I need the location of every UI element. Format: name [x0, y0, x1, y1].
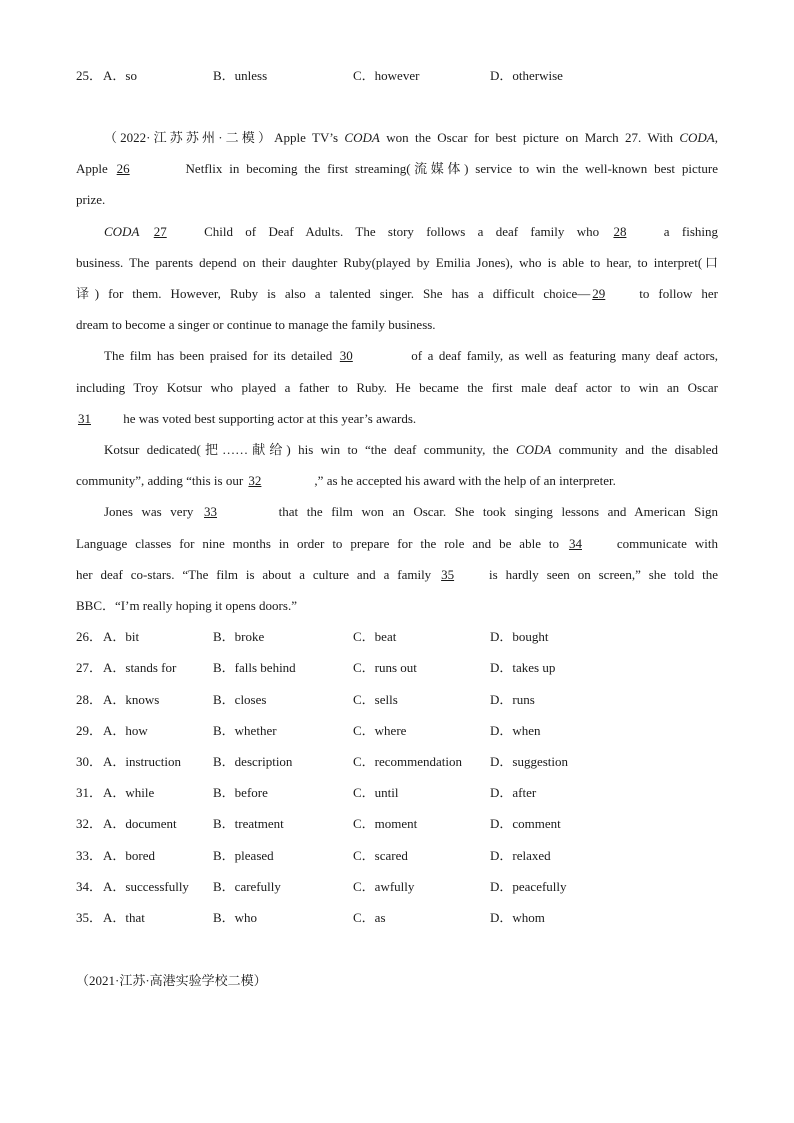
option-c[interactable]: C．runs out [353, 660, 417, 675]
option-c[interactable]: C．beat [353, 629, 397, 644]
question-number: 34． [76, 879, 103, 894]
option-a[interactable]: A．bored [103, 848, 155, 863]
blank-27[interactable]: 27 [153, 224, 167, 239]
option-a[interactable]: A．that [103, 910, 145, 925]
passage-line-11: Kotsur dedicated(把……献给) his win to “the deaf community, the CODA community and the disabled [104, 442, 718, 457]
question-number: 30． [76, 754, 103, 769]
option-a[interactable]: A．knows [103, 692, 160, 707]
passage-line-8: The film has been praised for its detailed 30 of a deaf family, as well as featuring many deaf actors, [104, 346, 718, 366]
passage-line-12: community”, adding “this is our 32 ,” as he accepted his award with the help of an interpreter. [76, 471, 718, 491]
option-d[interactable]: D．whom [490, 910, 545, 925]
option-d[interactable]: D．bought [490, 629, 549, 644]
question-31 [76, 784, 726, 802]
question-32 [76, 815, 726, 833]
question-number: 31． [76, 785, 103, 800]
option-d[interactable]: D．peacefully [490, 879, 567, 894]
question-number: 29． [76, 723, 103, 738]
blank-34[interactable]: 34 [568, 536, 582, 551]
option-b[interactable]: B．whether [213, 723, 277, 738]
blank-31[interactable]: 31 [78, 411, 91, 426]
option-c[interactable]: C．where [353, 723, 407, 738]
passage-line-14: Language classes for nine months in order to prepare for the role and be able to 34 communicate with [76, 534, 718, 554]
source-label-2: （2021·江苏·高港实验学校二模） [76, 973, 267, 988]
passage-line-7: dream to become a singer or continue to manage the family business. [76, 317, 436, 332]
question-number: 25． [76, 68, 103, 83]
option-b[interactable]: B．closes [213, 692, 267, 707]
option-d[interactable]: D．when [490, 723, 541, 738]
option-d[interactable]: D．comment [490, 816, 561, 831]
question-26 [76, 628, 726, 646]
option-a[interactable]: A．stands for [103, 660, 177, 675]
passage-line-5: business. The parents depend on their daughter Ruby(played by Emilia Jones), who is able to hear, to interpret(口 [76, 255, 718, 270]
option-a[interactable]: A．so [103, 68, 137, 83]
option-b[interactable]: B．treatment [213, 816, 284, 831]
question-number: 26． [76, 629, 103, 644]
question-27 [76, 659, 726, 677]
option-a[interactable]: A．while [103, 785, 155, 800]
question-number: 32． [76, 816, 103, 831]
option-c[interactable]: C．awfully [353, 879, 415, 894]
option-b[interactable]: B．who [213, 910, 258, 925]
option-c[interactable]: C．until [353, 785, 399, 800]
blank-30[interactable]: 30 [339, 348, 353, 363]
option-c[interactable]: C．moment [353, 816, 418, 831]
question-25 [76, 67, 726, 85]
blank-26[interactable]: 26 [116, 161, 130, 176]
option-a[interactable]: A．instruction [103, 754, 181, 769]
source-label: （2022·江苏苏州·二模） [104, 130, 275, 145]
passage-line-9: including Troy Kotsur who played a father to Ruby. He became the first male deaf actor to win an Oscar [76, 380, 718, 395]
passage-line-10: 31 he was voted best supporting actor at this year’s awards. [76, 409, 718, 429]
question-number: 27． [76, 660, 103, 675]
option-a[interactable]: A．how [103, 723, 148, 738]
option-b[interactable]: B．unless [213, 68, 268, 83]
option-a[interactable]: A．bit [103, 629, 140, 644]
passage-line-16: BBC．“I’m really hoping it opens doors.” [76, 598, 297, 613]
passage-line-15: her deaf co-stars. “The film is about a culture and a family 35 is hardly seen on screen,” she told the [76, 565, 718, 585]
option-a[interactable]: A．successfully [103, 879, 189, 894]
option-d[interactable]: D．runs [490, 692, 535, 707]
option-b[interactable]: B．falls behind [213, 660, 296, 675]
option-d[interactable]: D．otherwise [490, 68, 563, 83]
question-number: 28． [76, 692, 103, 707]
passage-line-2: Apple 26 Netflix in becoming the first streaming(流媒体) service to win the well-known best picture [76, 159, 718, 179]
question-29 [76, 722, 726, 740]
passage-line-1: （2022·江苏苏州·二模）Apple TV’s CODA won the Oscar for best picture on March 27. With CODA, [104, 130, 718, 145]
passage-line-3: prize. [76, 192, 106, 207]
blank-28[interactable]: 28 [613, 224, 627, 239]
option-d[interactable]: D．takes up [490, 660, 556, 675]
question-number: 35． [76, 910, 103, 925]
passage-line-13: Jones was very 33 that the film won an Oscar. She took singing lessons and American Sign [104, 502, 718, 522]
option-c[interactable]: C．as [353, 910, 386, 925]
question-33 [76, 847, 726, 865]
option-b[interactable]: B．before [213, 785, 268, 800]
question-number: 33． [76, 848, 103, 863]
blank-33[interactable]: 33 [204, 504, 218, 519]
option-d[interactable]: D．after [490, 785, 537, 800]
option-c[interactable]: C．however [353, 68, 420, 83]
question-28 [76, 691, 726, 709]
blank-29[interactable]: 29 [592, 286, 606, 301]
passage-line-6: 译) for them. However, Ruby is also a talented singer. She has a difficult choice— 29 to follow her [76, 284, 718, 304]
option-b[interactable]: B．pleased [213, 848, 274, 863]
option-c[interactable]: C．recommendation [353, 754, 463, 769]
option-c[interactable]: C．sells [353, 692, 398, 707]
option-b[interactable]: B．carefully [213, 879, 281, 894]
question-34 [76, 878, 726, 896]
passage-line-4: CODA 27 Child of Deaf Adults. The story follows a deaf family who 28 a fishing [104, 222, 718, 242]
option-b[interactable]: B．description [213, 754, 293, 769]
option-b[interactable]: B．broke [213, 629, 265, 644]
option-c[interactable]: C．scared [353, 848, 408, 863]
blank-35[interactable]: 35 [441, 567, 455, 582]
blank-32[interactable]: 32 [248, 473, 262, 488]
question-30 [76, 753, 726, 771]
option-d[interactable]: D．relaxed [490, 848, 551, 863]
question-35 [76, 909, 726, 927]
option-d[interactable]: D．suggestion [490, 754, 569, 769]
option-a[interactable]: A．document [103, 816, 177, 831]
